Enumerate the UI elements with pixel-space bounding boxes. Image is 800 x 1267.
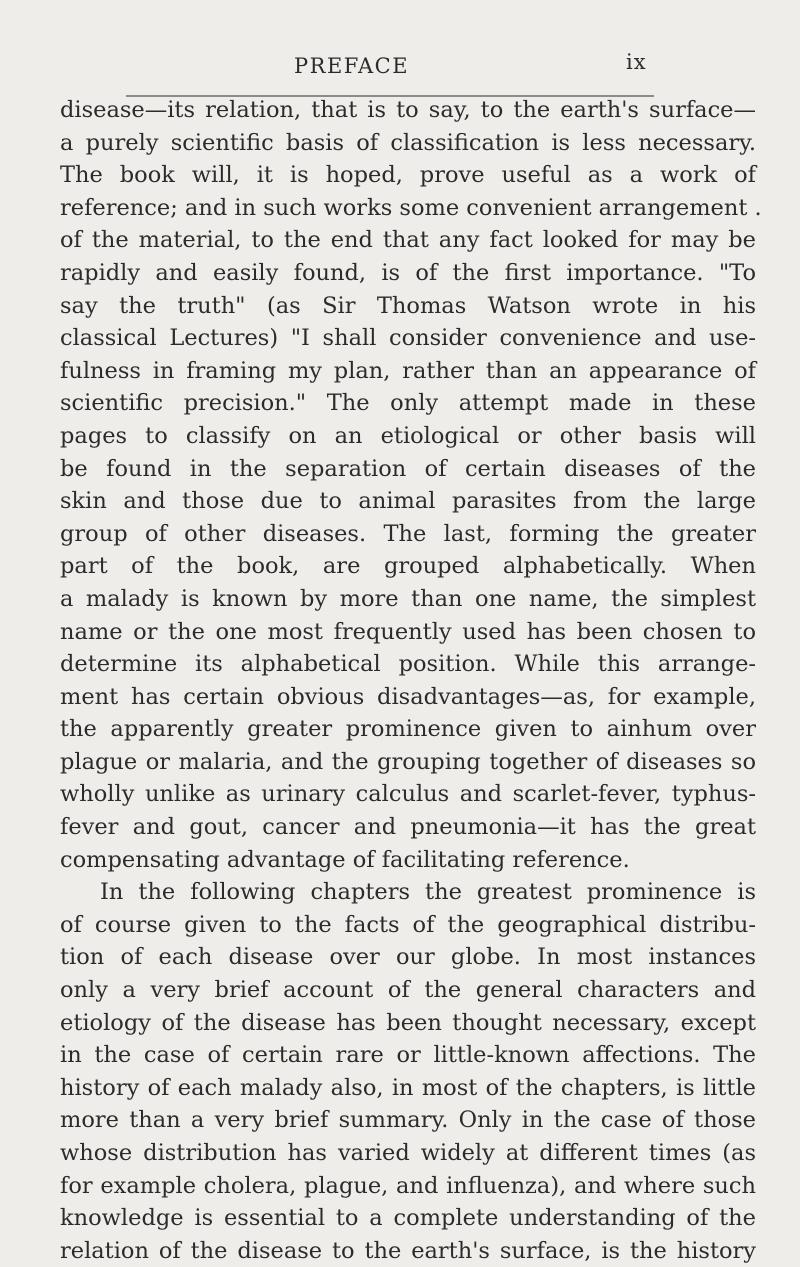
running-head-title: PREFACE (294, 54, 410, 78)
text-line: fulness in framing my plan, rather than an appearance of (60, 357, 756, 384)
text-line: group of other diseases. The last, forming the greater (60, 520, 756, 547)
text-line: disease—its relation, that is to say, to the earth's surface— (60, 97, 756, 123)
text-line: relation of the disease to the earth's surface, is the history (60, 1237, 756, 1264)
text-line: fever and gout, cancer and pneumonia—it has the great (60, 814, 756, 841)
text-line: tion of each disease over our globe. In most instances (60, 944, 756, 971)
text-line: classical Lectures) "I shall consider convenience and use- (60, 325, 756, 352)
text-line: The book will, it is hoped, prove useful as a work of (60, 162, 756, 189)
text-line: of course given to the facts of the geographical distribu- (60, 911, 756, 938)
text-line: In the following chapters the greatest prominence is (100, 879, 756, 906)
text-line: of the material, to the end that any fact looked for may be (60, 227, 756, 254)
text-line: be found in the separation of certain diseases of the (60, 455, 756, 482)
text-line: skin and those due to animal parasites from the large (60, 488, 756, 515)
text-line: compensating advantage of facilitating reference. (60, 846, 630, 873)
text-line: pages to classify on an etiological or other basis will (60, 422, 756, 449)
text-line: determine its alphabetical position. While this arrange- (60, 651, 756, 678)
text-line: rapidly and easily found, is of the first importance. "To (60, 259, 756, 286)
text-line: wholly unlike as urinary calculus and scarlet-fever, typhus- (60, 781, 756, 808)
text-line: in the case of certain rare or little-known affections. The (60, 1042, 756, 1069)
text-line: scientific precision." The only attempt made in these (60, 390, 756, 417)
text-line: history of each malady also, in most of the chapters, is little (60, 1074, 756, 1101)
text-line: ment has certain obvious disadvantages—as, for example, (60, 683, 756, 710)
text-line: reference; and in such works some convenient arrangement . (60, 194, 762, 221)
running-head (0, 48, 800, 82)
text-line: a malady is known by more than one name, the simplest (60, 585, 756, 612)
text-line: name or the one most frequently used has been chosen to (60, 618, 756, 645)
text-line: whose distribution has varied widely at different times (as (60, 1140, 756, 1166)
text-line: etiology of the disease has been thought necessary, except (60, 1009, 756, 1036)
text-line: more than a very brief summary. Only in the case of those (60, 1107, 756, 1134)
text-line: knowledge is essential to a complete understanding of the (60, 1205, 756, 1232)
page-number: ix (626, 50, 647, 74)
text-line: only a very brief account of the general characters and (60, 977, 756, 1004)
text-line: say the truth" (as Sir Thomas Watson wrote in his (60, 292, 756, 319)
body-text (60, 94, 762, 1267)
text-line: part of the book, are grouped alphabetically. When (60, 553, 756, 580)
text-line: a purely scientific basis of classification is less necessary. (60, 129, 756, 156)
text-line: for example cholera, plague, and influenza), and where such (60, 1172, 756, 1199)
text-line: plague or malaria, and the grouping together of diseases so (60, 748, 756, 775)
text-line: the apparently greater prominence given to ainhum over (60, 716, 756, 743)
